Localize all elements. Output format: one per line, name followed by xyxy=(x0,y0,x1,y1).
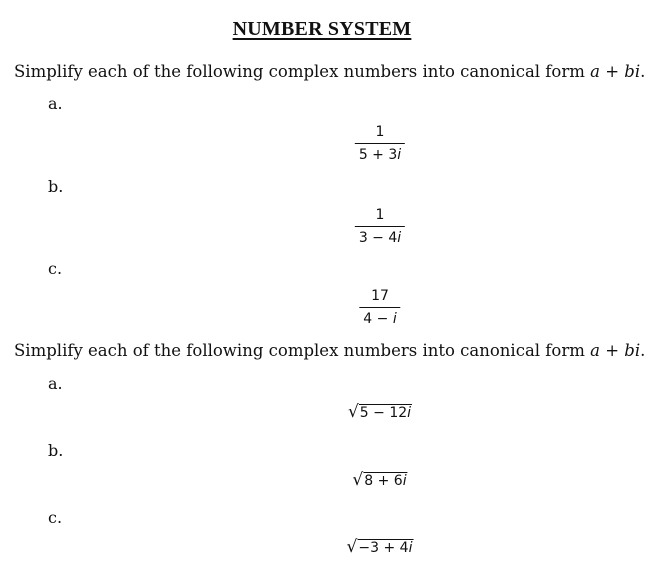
question-1-math-b: b xyxy=(624,62,635,81)
radicand: 8 + 6i xyxy=(364,473,407,489)
question-1-math-plus: + xyxy=(599,62,625,81)
question-2-text: Simplify each of the following complex numbers into canonical form xyxy=(14,341,591,360)
question-1-prompt xyxy=(0,62,645,81)
question-2-math-i: i xyxy=(634,341,641,360)
question-1-item-b-label: b. xyxy=(48,177,64,196)
question-1-item-c-fraction xyxy=(359,288,400,327)
fraction-denominator: 3 − 4i xyxy=(358,230,402,246)
question-2-item-a-sqrt xyxy=(348,404,412,421)
question-1-suffix: . xyxy=(640,62,646,81)
question-1-item-c-label: c. xyxy=(48,259,63,278)
question-2-math-plus: + xyxy=(599,341,625,360)
fraction-numerator: 17 xyxy=(371,288,389,304)
question-2-math-b: b xyxy=(624,341,635,360)
radicand: −3 + 4i xyxy=(358,540,413,556)
question-2-item-b-sqrt xyxy=(352,472,407,489)
question-1-marker xyxy=(0,62,14,81)
question-2-item-c-label: c. xyxy=(48,508,63,527)
question-1-item-b-fraction xyxy=(355,207,405,246)
question-2-marker xyxy=(0,341,14,360)
question-1-item-a-fraction xyxy=(355,124,405,163)
page-title: NUMBER SYSTEM xyxy=(232,18,412,40)
question-1-math-i: i xyxy=(634,62,641,81)
fraction-denominator: 5 + 3i xyxy=(358,147,402,163)
question-2-item-c-sqrt xyxy=(347,539,414,556)
question-2-prompt xyxy=(0,341,645,360)
fraction-denominator: 4 − i xyxy=(363,311,397,327)
question-2-item-b-label: b. xyxy=(48,441,64,460)
question-1-text: Simplify each of the following complex numbers into canonical form xyxy=(14,62,591,81)
radical-sign: √ xyxy=(346,537,358,557)
question-2-item-a-label: a. xyxy=(48,374,63,393)
question-2-math-a: a xyxy=(590,341,600,360)
radical-sign: √ xyxy=(352,470,364,490)
radical-sign: √ xyxy=(347,402,359,422)
question-1-item-a-label: a. xyxy=(48,94,63,113)
fraction-numerator: 1 xyxy=(375,124,385,140)
question-1-math-a: a xyxy=(590,62,600,81)
fraction-numerator: 1 xyxy=(375,207,385,223)
question-2-suffix: . xyxy=(640,341,646,360)
radicand: 5 − 12i xyxy=(359,405,412,421)
